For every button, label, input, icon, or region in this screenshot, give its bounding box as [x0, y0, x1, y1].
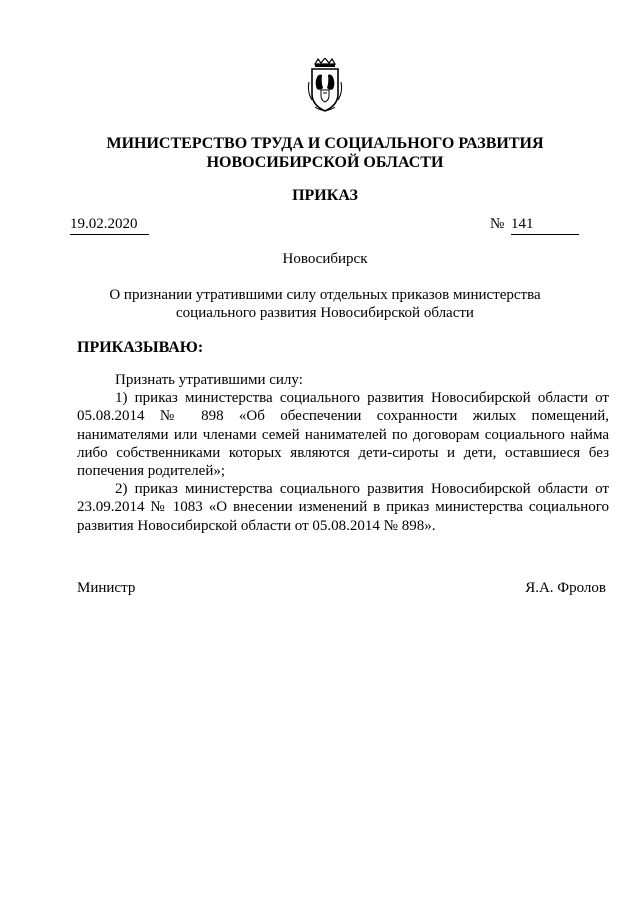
order-number-value: 141 [511, 216, 534, 232]
ministry-name-line2: НОВОСИБИРСКОЙ ОБЛАСТИ [206, 154, 444, 171]
order-number-label: № [490, 216, 505, 232]
order-title: ПРИКАЗ [292, 187, 358, 204]
signatory-name: Я.А. Фролов [525, 580, 606, 596]
ministry-name [60, 134, 590, 172]
city: Новосибирск [282, 251, 368, 267]
directive-heading: ПРИКАЗЫВАЮ: [77, 339, 204, 356]
body-item-1: 1) приказ министерства социального развития Новосибирской области от 05.08.2014 № 898 «Об обеспечении сохранности жилых помещений, нанимателями или членами семей нанимателей по договорам социального найма либо собственниками которых являются дети-сироты и дети, оставшиеся без попечения родителей»; [77, 390, 609, 480]
signatory-role: Министр [77, 580, 136, 596]
order-subject-line2: социального развития Новосибирской области [176, 305, 474, 321]
order-subject-line1: О признании утратившими силу отдельных приказов министерства [109, 287, 541, 303]
coat-of-arms-icon [303, 58, 347, 114]
order-number [511, 216, 579, 235]
order-subject [80, 286, 570, 322]
order-body [77, 371, 609, 535]
order-date: 19.02.2020 [70, 216, 149, 235]
body-item-2: 2) приказ министерства социального развития Новосибирской области от 23.09.2014 № 1083 «О внесении изменений в приказ министерства социального развития Новосибирской области от 05.08.2014 № 898». [77, 481, 609, 534]
ministry-name-line1: МИНИСТЕРСТВО ТРУДА И СОЦИАЛЬНОГО РАЗВИТИЯ [106, 135, 544, 152]
body-intro: Признать утратившими силу: [115, 372, 303, 388]
